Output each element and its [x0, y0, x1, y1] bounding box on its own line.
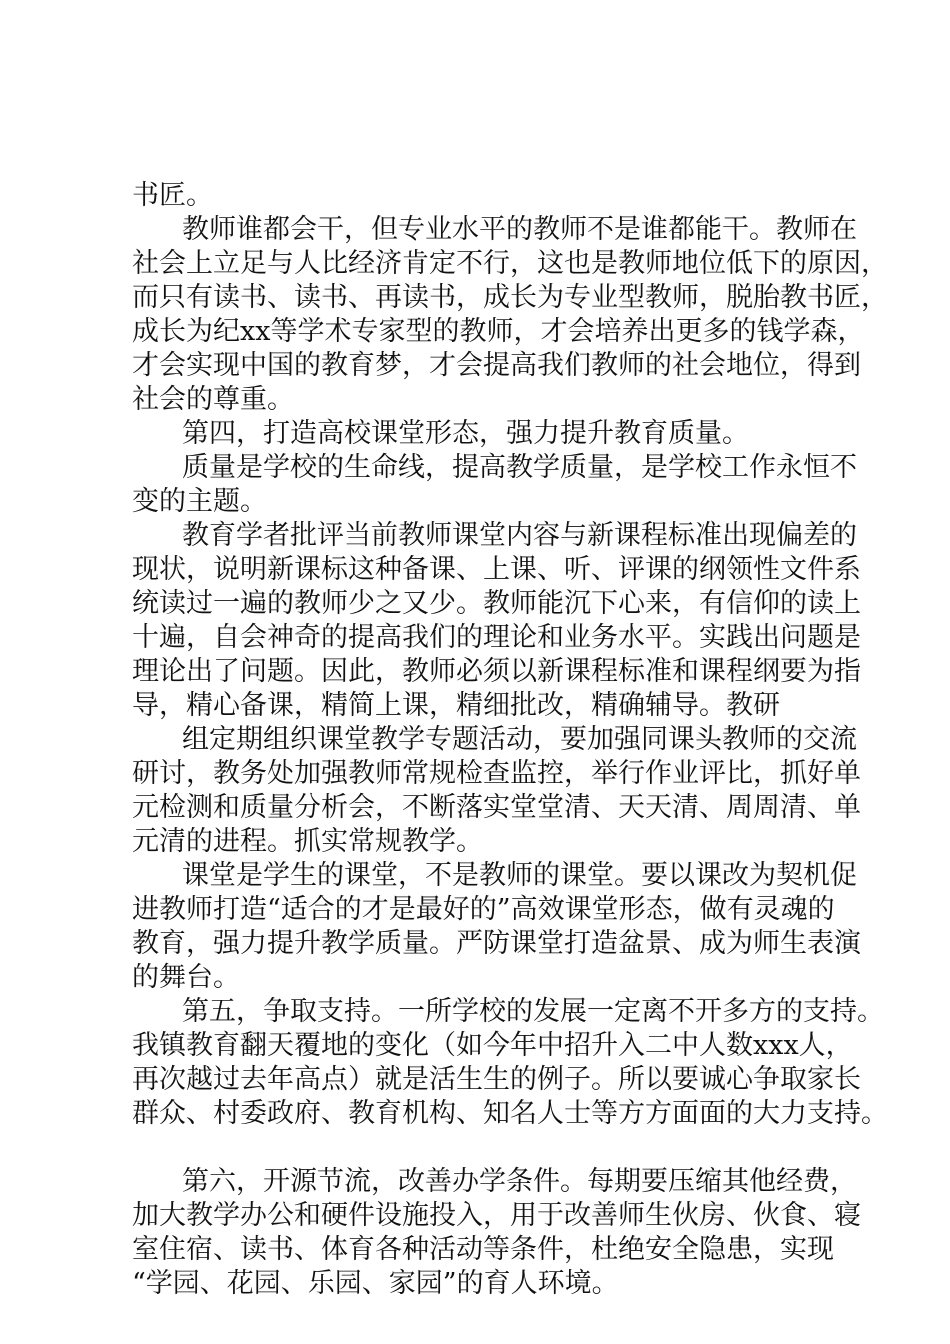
text-line: 教师谁都会干，但专业水平的教师不是谁都能干。教师在 — [182, 214, 857, 245]
text-line: 群众、村委政府、教育机构、知名人士等方方面面的大力支持。 — [132, 1098, 888, 1129]
text-line: 理论出了问题。因此，教师必须以新课程标准和课程纲要为指 — [132, 656, 861, 687]
text-line: 变的主题。 — [132, 486, 267, 517]
text-line: 社会的尊重。 — [132, 384, 294, 415]
text-line: 加大教学办公和硬件设施投入，用于改善师生伙房、伙食、寝 — [132, 1200, 861, 1231]
text-line: “学园、花园、乐园、家园”的育人环境。 — [132, 1268, 619, 1299]
text-line: 的舞台。 — [132, 962, 240, 993]
text-line: 教育，强力提升教学质量。严防课堂打造盆景、成为师生表演 — [132, 928, 861, 959]
text-line: 教育学者批评当前教师课堂内容与新课程标准出现偏差的 — [182, 520, 857, 551]
text-line: 而只有读书、读书、再读书，成长为专业型教师，脱胎教书匠， — [132, 282, 888, 313]
text-line: 再次越过去年高点）就是活生生的例子。所以要诚心争取家长 — [132, 1064, 861, 1095]
text-line: 社会上立足与人比经济肯定不行，这也是教师地位低下的原因， — [132, 248, 888, 279]
text-line: 第五，争取支持。一所学校的发展一定离不开多方的支持。 — [182, 996, 884, 1027]
text-line: 十遍，自会神奇的提高我们的理论和业务水平。实践出问题是 — [132, 622, 861, 653]
text-line: 第六，开源节流，改善办学条件。每期要压缩其他经费， — [182, 1166, 857, 1197]
text-line: 第四，打造高校课堂形态，强力提升教育质量。 — [182, 418, 749, 449]
text-line: 我镇教育翻天覆地的变化（如今年中招升入二中人数xxx人， — [132, 1030, 853, 1061]
text-line: 统读过一遍的教师少之又少。教师能沉下心来，有信仰的读上 — [132, 588, 861, 619]
text-line: 组定期组织课堂教学专题活动，要加强同课头教师的交流 — [182, 724, 857, 755]
text-line: 质量是学校的生命线，提高教学质量，是学校工作永恒不 — [182, 452, 857, 483]
text-line: 元清的进程。抓实常规教学。 — [132, 826, 483, 857]
text-line: 导，精心备课，精简上课，精细批改，精确辅导。教研 — [132, 690, 780, 721]
text-line: 现状，说明新课标这种备课、上课、听、评课的纲领性文件系 — [132, 554, 861, 585]
text-line: 元检测和质量分析会，不断落实堂堂清、天天清、周周清、单 — [132, 792, 861, 823]
text-line: 课堂是学生的课堂，不是教师的课堂。要以课改为契机促 — [182, 860, 857, 891]
text-line: 室住宿、读书、体育各种活动等条件，杜绝安全隐患，实现 — [132, 1234, 834, 1265]
text-line: 进教师打造“适合的才是最好的”高效课堂形态，做有灵魂的 — [132, 894, 835, 925]
text-line: 才会实现中国的教育梦，才会提高我们教师的社会地位，得到 — [132, 350, 861, 381]
text-line: 研讨，教务处加强教师常规检查监控，举行作业评比，抓好单 — [132, 758, 861, 789]
text-line: 成长为纪xx等学术专家型的教师，才会培养出更多的钱学森， — [132, 316, 865, 347]
text-line: 书匠。 — [132, 180, 213, 211]
